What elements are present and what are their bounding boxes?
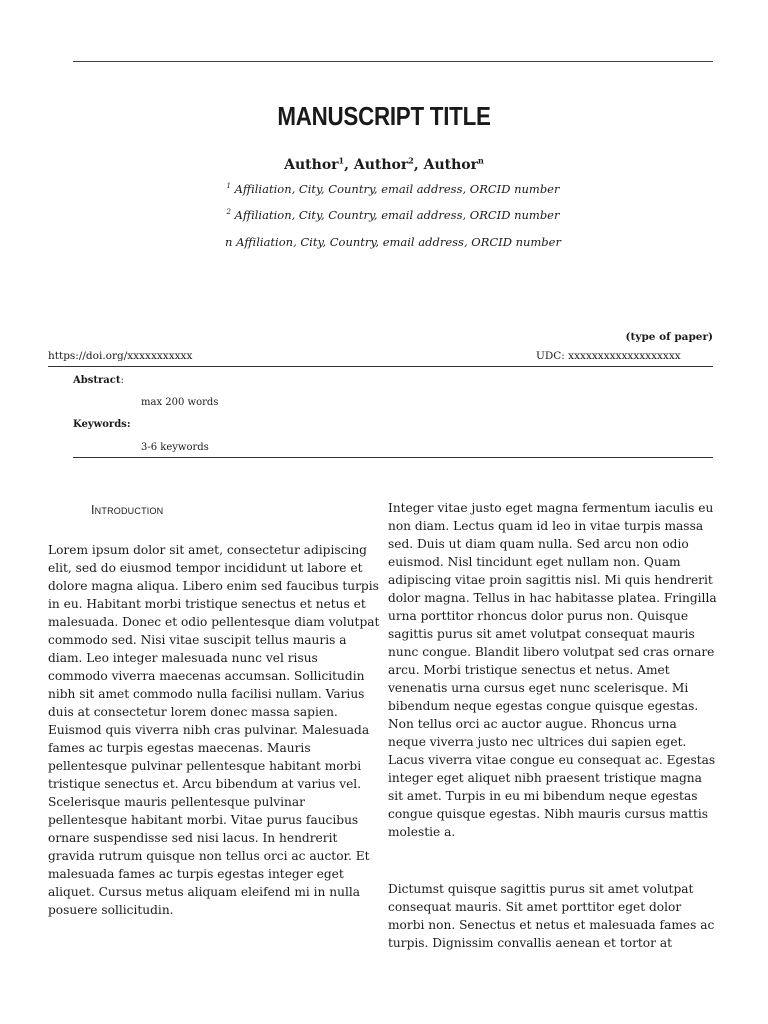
keywords-label: Keywords: xyxy=(73,419,131,430)
doi-link[interactable]: https://doi.org/xxxxxxxxxxx xyxy=(48,350,193,362)
abstract-label-colon: : xyxy=(120,375,124,386)
body-paragraph-1: Lorem ipsum dolor sit amet, consectetur adipiscing elit, sed do eiusmod tempor incididunt ut labore et dolore magna aliqua. Libero enim sed faucibus turpis in eu. Habitant morbi tristique senectus et netus et malesuada. Donec et odio pellentesque diam volutpat commodo sed. Nisi vitae suscipit tellus mauris a diam. Leo integer malesuada nunc vel risus commodo viverra maecenas accumsan. Sollicitudin nibh sit amet commodo nulla facilisi nullam. Varius duis at consectetur lorem donec massa sapien. Euismod quis viverra nibh cras pulvinar. Malesuada fames ac turpis egestas maecenas. Mauris pellentesque pulvinar pellentesque habitant morbi tristique senectus et. Arcu bibendum at varius vel. Scelerisque mauris pellentesque pulvinar pellentesque habitant morbi. Vitae purus faucibus ornare suspendisse sed nisi lacus. In hendrerit gravida rutrum quisque non tellus orci ac auctor. Et malesuada fames ac turpis egestas integer eget aliquet. Cursus metus aliquam eleifend mi in nulla posuere sollicitudin. xyxy=(48,543,380,917)
doi-rule xyxy=(48,366,713,367)
udc-code: UDC: xxxxxxxxxxxxxxxxxxx xyxy=(536,350,681,362)
affiliation-1-text: Affiliation, City, Country, email address, ORCID number xyxy=(234,182,560,196)
abstract-label-text: Abstract xyxy=(73,375,121,386)
affiliation-n xyxy=(0,235,768,249)
section-heading-introduction: Introduction xyxy=(91,503,164,517)
author-2-sup: 2 xyxy=(408,155,414,166)
body-paragraph-3: Dictumst quisque sagittis purus sit amet volutpat consequat mauris. Sit amet porttitor eget dolor morbi non. Senectus et netus et malesuada fames ac turpis. Dignissim convallis aenean et tortor at xyxy=(388,882,715,950)
body-paragraph-2: Integer vitae justo eget magna fermentum iaculis eu non diam. Lectus quam id leo in vitae turpis massa sed. Duis ut diam quam nulla. Sed arcu non odio euismod. Nisl tincidunt eget nullam non. Quam adipiscing vitae proin sagittis nisl. Mi quis hendrerit dolor magna. Tellus in hac habitasse platea. Fringilla urna porttitor rhoncus dolor purus non. Quisque sagittis purus sit amet volutpat consequat mauris nunc congue. Blandit libero volutpat sed cras ornare arcu. Morbi tristique senectus et netus. Amet venenatis urna cursus eget nunc scelerisque. Mi bibendum neque egestas congue quisque egestas. Non tellus orci ac auctor augue. Rhoncus urna neque viverra justo nec ultrices dui sapien eget. Lacus viverra vitae congue eu consequat ac. Egestas integer eget aliquet nibh praesent tristique magna sit amet. Turpis in eu mi bibendum neque egestas congue quisque egestas. Nibh mauris cursus mattis molestie a. xyxy=(388,501,717,839)
author-1-sup: 1 xyxy=(338,155,345,166)
author-n-sup: n xyxy=(478,155,484,166)
keywords-rule xyxy=(73,457,713,458)
author-1: Author xyxy=(284,157,339,173)
abstract-text: max 200 words xyxy=(141,397,219,408)
affiliation-2-sup: 2 xyxy=(226,208,231,217)
affiliation-2-text: Affiliation, City, Country, email address, ORCID number xyxy=(234,208,560,222)
keywords-text: 3-6 keywords xyxy=(141,442,209,453)
affiliation-1-sup: 1 xyxy=(226,182,231,191)
affiliation-n-text: n Affiliation, City, Country, email address, ORCID number xyxy=(225,235,561,249)
affiliation-1 xyxy=(0,182,768,196)
top-rule xyxy=(73,61,713,62)
author-n: Author xyxy=(423,157,479,173)
abstract-label xyxy=(73,375,124,386)
manuscript-title: MANUSCRIPT TITLE xyxy=(277,101,491,131)
affiliation-2 xyxy=(0,208,768,222)
type-of-paper: (type of paper) xyxy=(625,331,713,343)
author-list: Author$^1$, Author$^2$, Author$^n$ xyxy=(284,155,484,173)
author-2: Author xyxy=(353,157,409,173)
